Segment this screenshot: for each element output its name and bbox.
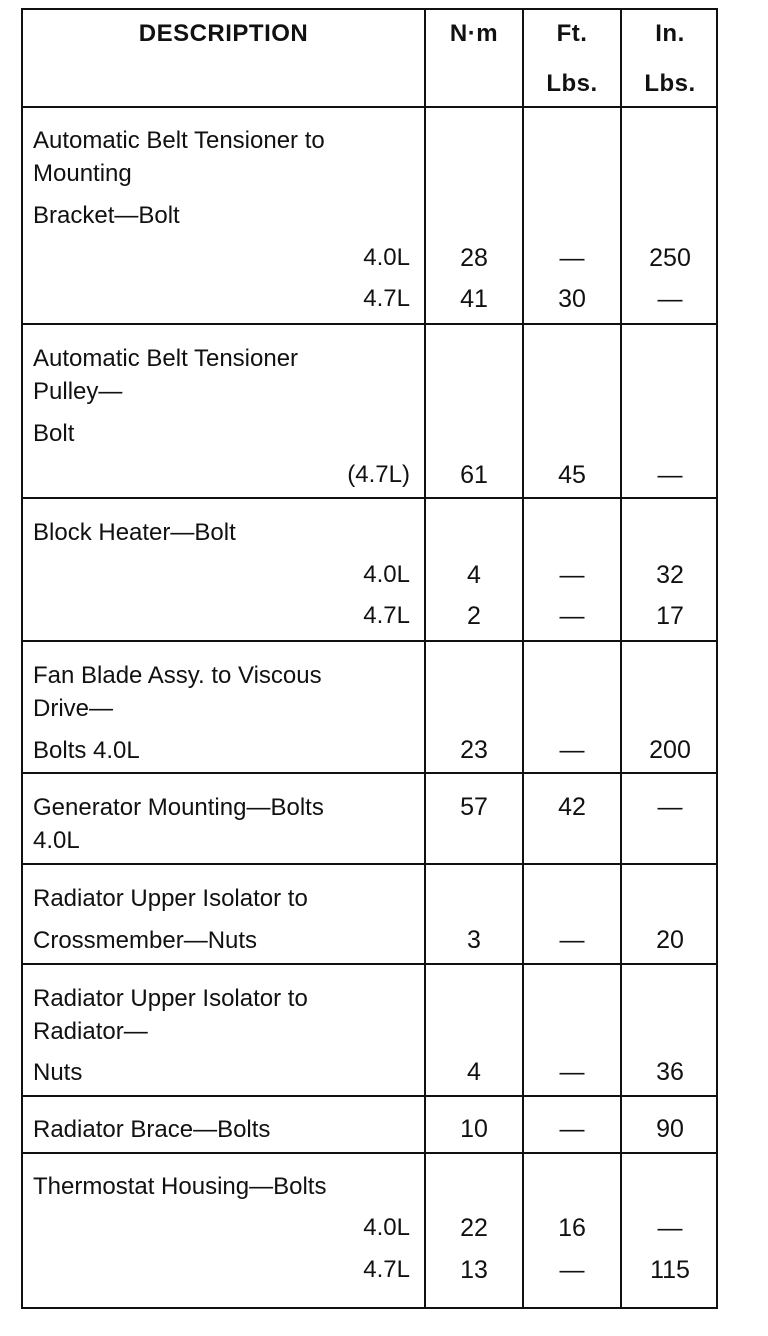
row-divider: [21, 640, 718, 642]
row-divider: [21, 1152, 718, 1154]
in-lbs-value: —: [657, 1214, 683, 1242]
in-lbs-value: —: [657, 461, 683, 489]
nm-value: 13: [460, 1256, 488, 1284]
description-line: Radiator Upper Isolator to: [33, 985, 308, 1012]
description-line: Drive—: [33, 695, 114, 722]
ft-lbs-value: —: [559, 926, 585, 954]
description-line: Pulley—: [33, 378, 123, 405]
description-line: Bolts 4.0L: [33, 737, 140, 764]
ft-lbs-value: —: [559, 1256, 585, 1284]
ft-lbs-value: —: [559, 736, 585, 764]
in-lbs-value: 115: [650, 1256, 690, 1284]
header-ft-line1: Ft.: [556, 20, 588, 47]
ft-lbs-value: —: [559, 1115, 585, 1143]
header-in-line2: Lbs.: [644, 70, 696, 97]
ft-lbs-value: 30: [558, 285, 586, 313]
description-line: Generator Mounting—Bolts: [33, 794, 324, 821]
engine-label: 4.0L: [363, 1214, 410, 1241]
in-lbs-value: 32: [656, 561, 684, 589]
in-lbs-value: 200: [649, 736, 691, 764]
row-divider: [21, 863, 718, 865]
header-description: DESCRIPTION: [138, 20, 309, 47]
ft-lbs-value: —: [559, 1058, 585, 1086]
engine-label: 4.7L: [363, 285, 410, 312]
in-lbs-value: 17: [656, 602, 684, 630]
ft-lbs-value: 45: [558, 461, 586, 489]
in-lbs-value: 250: [649, 244, 691, 272]
in-lbs-value: —: [657, 285, 683, 313]
nm-value: 2: [467, 602, 481, 630]
ft-lbs-value: 16: [558, 1214, 586, 1242]
nm-value: 57: [460, 793, 488, 821]
header-in-line1: In.: [655, 20, 685, 47]
engine-label: 4.0L: [363, 561, 410, 588]
description-line: Block Heater—Bolt: [33, 519, 236, 546]
row-divider: [21, 1095, 718, 1097]
in-lbs-value: 20: [656, 926, 684, 954]
nm-value: 4: [467, 1058, 481, 1086]
description-line: Radiator Upper Isolator to: [33, 885, 308, 912]
description-line: Fan Blade Assy. to Viscous: [33, 662, 322, 689]
ft-lbs-value: —: [559, 244, 585, 272]
description-line: Bolt: [33, 420, 75, 447]
engine-label: 4.7L: [363, 602, 410, 629]
description-line: 4.0L: [33, 827, 80, 854]
nm-value: 22: [460, 1214, 488, 1242]
description-line: Thermostat Housing—Bolts: [33, 1173, 327, 1200]
header-ft-line2: Lbs.: [546, 70, 598, 97]
description-line: Automatic Belt Tensioner: [33, 345, 299, 372]
in-lbs-value: 90: [656, 1115, 684, 1143]
row-divider: [21, 963, 718, 965]
nm-value: 4: [467, 561, 481, 589]
column-divider: [522, 8, 524, 1309]
nm-value: 3: [467, 926, 481, 954]
description-line: Mounting: [33, 160, 132, 187]
row-divider: [21, 772, 718, 774]
row-divider: [21, 497, 718, 499]
description-line: Nuts: [33, 1059, 83, 1086]
nm-value: 10: [460, 1115, 488, 1143]
row-divider: [21, 106, 718, 108]
ft-lbs-value: —: [559, 602, 585, 630]
engine-label: (4.7L): [347, 461, 410, 488]
engine-label: 4.7L: [363, 1256, 410, 1283]
description-line: Automatic Belt Tensioner to: [33, 127, 325, 154]
nm-value: 23: [460, 736, 488, 764]
ft-lbs-value: —: [559, 561, 585, 589]
nm-value: 28: [460, 244, 488, 272]
description-line: Bracket—Bolt: [33, 202, 180, 229]
column-divider: [620, 8, 622, 1309]
description-line: Radiator Brace—Bolts: [33, 1116, 271, 1143]
in-lbs-value: —: [657, 793, 683, 821]
in-lbs-value: 36: [656, 1058, 684, 1086]
row-divider: [21, 323, 718, 325]
ft-lbs-value: 42: [558, 793, 586, 821]
nm-value: 41: [460, 285, 488, 313]
header-nm: N·m: [449, 20, 499, 47]
column-divider: [424, 8, 426, 1309]
description-line: Radiator—: [33, 1018, 148, 1045]
description-line: Crossmember—Nuts: [33, 927, 258, 954]
nm-value: 61: [460, 461, 488, 489]
engine-label: 4.0L: [363, 244, 410, 271]
